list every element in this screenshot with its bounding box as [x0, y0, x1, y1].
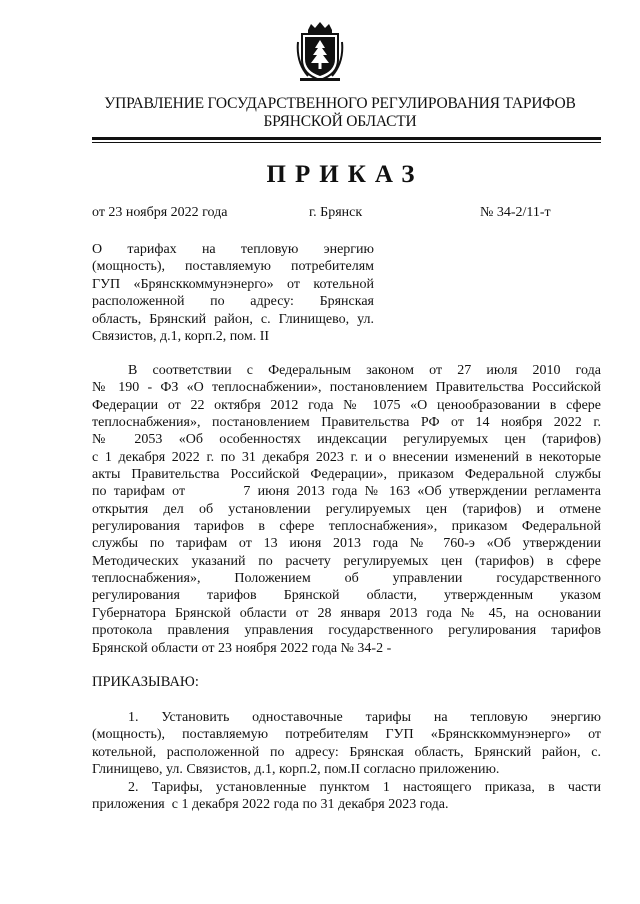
- subject-line: ГУП «Брянсккоммунэнерго» от котельной: [92, 276, 374, 292]
- preamble-line: № 190 - ФЗ «О теплоснабжении», постановлением Правительства Российской: [92, 380, 601, 396]
- header-divider-thin: [92, 142, 601, 143]
- bryansk-coat-of-arms-icon: [296, 22, 344, 82]
- order-date: от 23 ноября 2022 года: [92, 205, 228, 220]
- order-city: г. Брянск: [309, 205, 363, 220]
- item-2-line: приложения с 1 декабря 2022 года по 31 декабря 2023 года.: [92, 797, 449, 813]
- preamble-line: В соответствии с Федеральным законом от 27 июля 2010 года: [128, 363, 601, 378]
- item-2-line: 2. Тарифы, установленные пунктом 1 настоящего приказа, в части: [128, 780, 601, 795]
- subject-line: расположенной по адресу: Брянская: [92, 294, 374, 310]
- agency-name-line1: УПРАВЛЕНИЕ ГОСУДАРСТВЕННОГО РЕГУЛИРОВАНИЯ ТАРИФОВ: [104, 95, 576, 112]
- preamble-line: регулирования тарифов Брянской области, утвержденным указом: [92, 588, 601, 604]
- preamble-line: с 1 декабря 2022 г. по 31 декабря 2023 г. и о внесении изменений в некоторые: [92, 449, 601, 465]
- item-1-line: Глинищево, ул. Связистов, д.1, корп.2, пом.II согласно приложению.: [92, 762, 500, 778]
- subject-line: область, Брянский район, с. Глинищево, ул.: [92, 311, 374, 327]
- order-item-2: [92, 779, 601, 814]
- item-1-line: котельной, расположенной по адресу: Брянская область, Брянский район, с.: [92, 744, 601, 760]
- header-divider-thick: [92, 137, 601, 140]
- document-title: ПРИКАЗ: [266, 161, 424, 188]
- preamble-paragraph: [92, 362, 601, 657]
- subject-line: О тарифах на тепловую энергию: [92, 242, 374, 257]
- item-1-line: (мощность), поставляемую потребителям ГУП «Брянсккоммунэнерго» от: [92, 727, 601, 743]
- order-subject: [92, 241, 374, 345]
- preamble-line: акты Правительства Российской Федерации», приказом Федеральной службы: [92, 467, 601, 483]
- preamble-line: Губернатора Брянской области от 28 января 2013 года № 45, на основании: [92, 605, 601, 621]
- preamble-line: № 2053 «Об особенностях индексации регулируемых цен (тарифов): [92, 432, 601, 448]
- subject-line: (мощность), поставляемую потребителям: [92, 259, 374, 275]
- preamble-line: открытия дел об установлении регулируемых цен (тарифов) и отмене: [92, 501, 601, 517]
- preamble-line: теплоснабжения», Положением об управлении государственного: [92, 571, 601, 587]
- preamble-line: Федерации от 22 октября 2012 года № 1075 «О ценообразовании в сфере: [92, 397, 601, 413]
- preamble-line: Методических указаний по расчету регулируемых цен (тарифов) в сфере: [92, 553, 601, 569]
- preamble-line: службы по тарифам от 13 июня 2013 года № 760-э «Об утверждении: [92, 536, 601, 552]
- order-command: ПРИКАЗЫВАЮ:: [92, 674, 199, 690]
- agency-name-line2: БРЯНСКОЙ ОБЛАСТИ: [263, 113, 417, 130]
- item-1-line: 1. Установить одноставочные тарифы на тепловую энергию: [128, 710, 601, 725]
- preamble-line: Брянской области от 23 ноября 2022 года № 34-2 -: [92, 640, 392, 656]
- order-item-1: [92, 709, 601, 778]
- order-number: № 34-2/11-т: [480, 205, 551, 220]
- coat-of-arms-emblem: [296, 22, 344, 82]
- preamble-line: теплоснабжения», постановлением Правительства РФ от 14 ноября 2022 г.: [92, 415, 601, 431]
- preamble-line: протокола правления управления государственного регулирования тарифов: [92, 623, 601, 639]
- preamble-line: по тарифам от 7 июня 2013 года № 163 «Об утверждении регламента: [92, 484, 601, 500]
- subject-line: Связистов, д.1, корп.2, пом. II: [92, 328, 270, 344]
- preamble-line: регулирования тарифов в сфере теплоснабжения», приказом Федеральной: [92, 519, 601, 535]
